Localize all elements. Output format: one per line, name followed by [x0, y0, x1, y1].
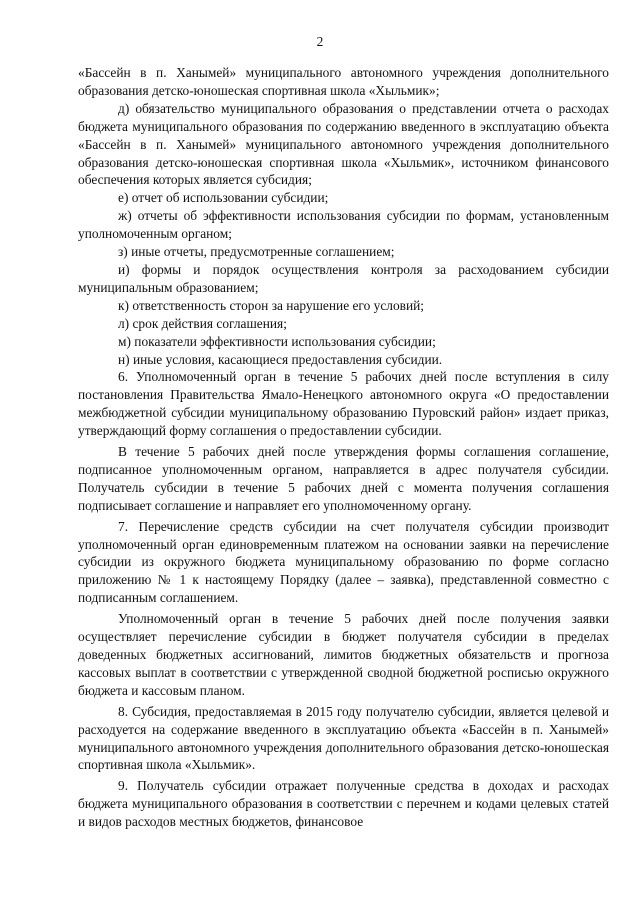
paragraph-section-8: 8. Субсидия, предоставляемая в 2015 году получателю субсидии, является целевой и расходуется на содержание введенного в эксплуатацию объекта «Бассейн в п. Ханымей» муниципального автономного учреждения дополнительного образования детско-юношеская спортивная школа «Хыльмик».	[78, 703, 609, 773]
paragraph-section-6-cont: В течение 5 рабочих дней после утверждения формы соглашения соглашение, подписанное уполномоченным органом, направляется в адрес получателя субсидии. Получатель субсидии в течение 5 рабочих дней с момента получения соглашения подписывает соглашение и направляет его уполномоченному органу.	[78, 444, 609, 513]
paragraph-item-i: и) формы и порядок осуществления контроля за расходованием субсидии муниципальным образованием;	[78, 261, 609, 295]
paragraph-item-l: л) срок действия соглашения;	[118, 315, 287, 331]
paragraph-item-e: е) отчет об использовании субсидии;	[118, 190, 329, 206]
paragraph-item-d: д) обязательство муниципального образования о представлении отчета о расходах бюджета муниципального образования по содержанию введенного в эксплуатацию объекта «Бассейн в п. Ханымей» муниципального автономного учреждения дополнительного образования детско-юношеская спортивная школа «Хыльмик», источником финансового обеспечения которых является субсидия;	[78, 100, 609, 188]
paragraph-item-zh: ж) отчеты об эффективности использования субсидии по формам, установленным уполномоченным органом;	[78, 208, 609, 242]
document-body	[78, 64, 609, 831]
paragraph-section-9: 9. Получатель субсидии отражает полученные средства в доходах и расходах бюджета муниципального образования в соответствии с перечнем и кодами целевых статей и видов расходов местных бюджетов, финансовое	[78, 778, 609, 830]
paragraph-item-z: з) иные отчеты, предусмотренные соглашением;	[118, 244, 395, 260]
paragraph-section-7-cont: Уполномоченный орган в течение 5 рабочих дней после получения заявки осуществляет перечисление субсидии в бюджет получателя субсидии в пределах доведенных бюджетных ассигнований, лимитов бюджетных обязательств и прогноза кассовых выплат в соответствии с утвержденной сводной бюджетной росписью окружного бюджета и кассовым планом.	[78, 611, 609, 698]
paragraph-item-k: к) ответственность сторон за нарушение его условий;	[118, 297, 425, 313]
page-number: 2	[316, 34, 324, 49]
paragraph-section-6: 6. Уполномоченный орган в течение 5 рабочих дней после вступления в силу постановления Правительства Ямало-Ненецкого автономного округа «О предоставлении межбюджетной субсидии муниципальному образованию Пуровский район» издает приказ, утверждающий форму соглашения о предоставлении субсидии.	[78, 369, 609, 439]
paragraph-item-m: м) показатели эффективности использования субсидии;	[118, 333, 436, 349]
paragraph-section-7: 7. Перечисление средств субсидии на счет получателя субсидии производит уполномоченный орган единовременным платежом на основании заявки на перечисление субсидии из окружного бюджета муниципальному образованию по форме согласно приложению № 1 к настоящему Порядку (далее – заявка), представленной совместно с подписанным соглашением.	[78, 518, 609, 606]
paragraph-item-n: н) иные условия, касающиеся предоставления субсидии.	[118, 351, 443, 367]
paragraph-object-name-end: «Бассейн в п. Ханымей» муниципального автономного учреждения дополнительного образования детско-юношеская спортивная школа «Хыльмик»;	[78, 65, 609, 98]
